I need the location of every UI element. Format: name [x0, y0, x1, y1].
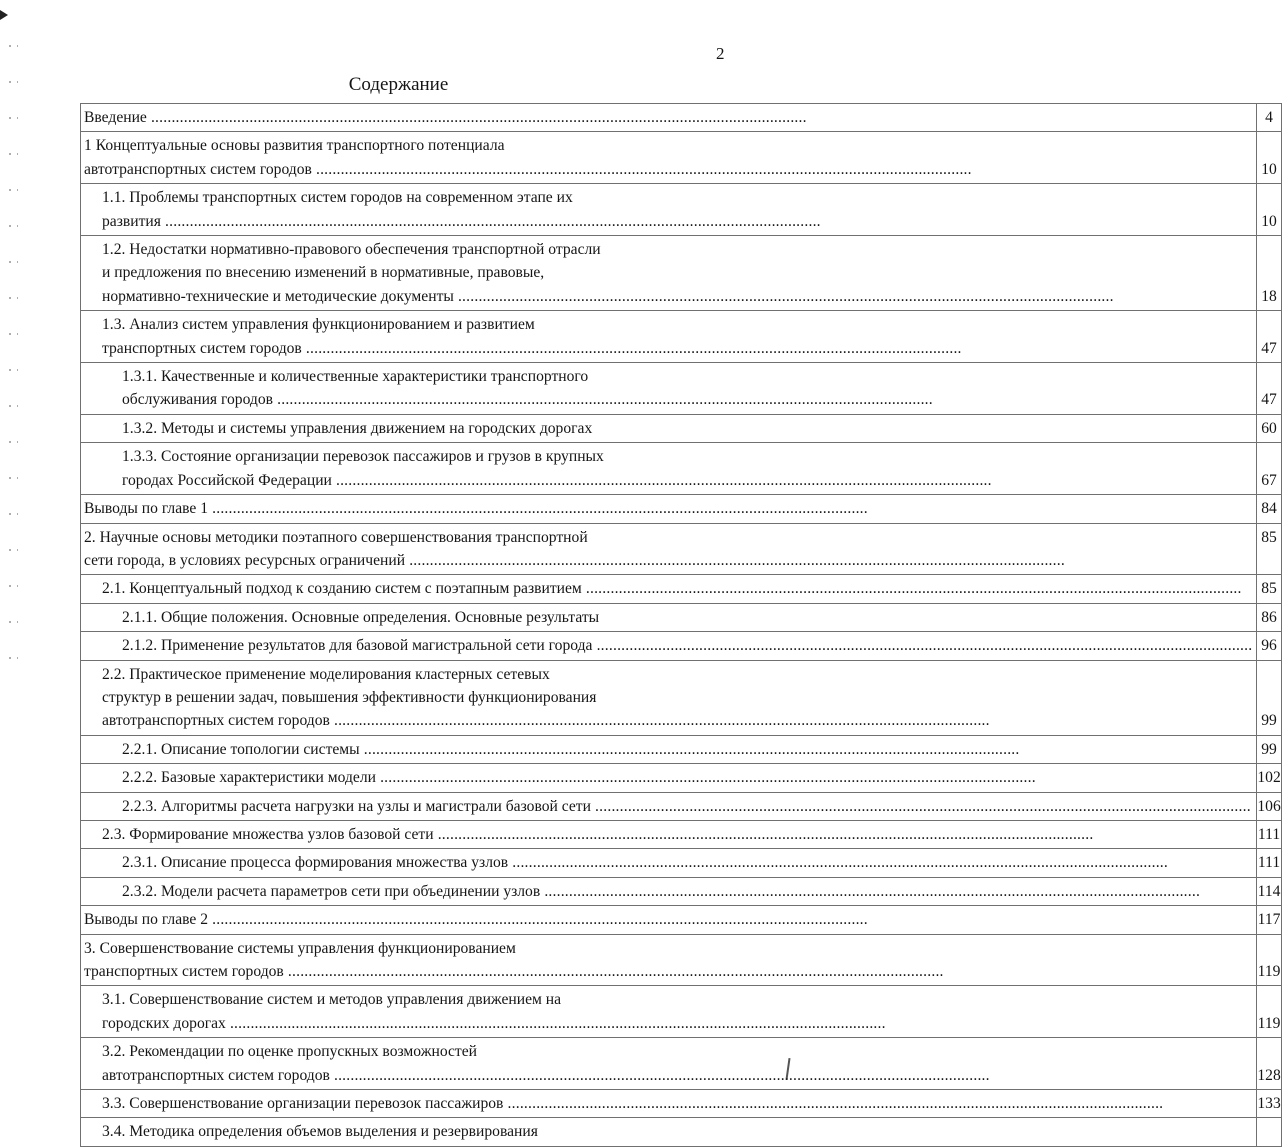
toc-entry-text: 1.3. Анализ систем управления функционированием и развитием: [102, 316, 535, 334]
toc-entry: [81, 1038, 1257, 1090]
toc-entry-text: 1.3.2. Методы и системы управления движением на городских дорогах: [122, 419, 593, 437]
toc-row: [81, 575, 1282, 603]
toc-entry-line: [84, 937, 1252, 960]
toc-title: Содержание: [348, 74, 449, 95]
toc-entry-line: [102, 577, 1252, 600]
toc-row: [81, 495, 1282, 523]
toc-entry-line: [84, 526, 1252, 549]
toc-leader-dots: ................................................................................................................................................................: [331, 471, 992, 489]
toc-entry-text: 3.1. Совершенствование систем и методов управления движением на: [102, 991, 562, 1009]
toc-entry-line: [122, 469, 1252, 492]
toc-entry-text: 2.2.3. Алгоритмы расчета нагрузки на узлы и магистрали базовой сети: [122, 797, 591, 815]
toc-row: [81, 104, 1282, 132]
toc-page-number: 114: [1257, 877, 1281, 905]
toc-page-number: 85: [1257, 523, 1281, 575]
toc-entry-line: [102, 210, 1252, 233]
toc-entry-line: [122, 445, 1252, 468]
toc-row: [81, 849, 1282, 877]
toc-entry: [81, 849, 1257, 877]
toc-entry-line: [102, 709, 1252, 732]
toc-entry-text: 2.3.2. Модели расчета параметров сети при объединении узлов: [122, 882, 541, 900]
toc-entry: [81, 414, 1257, 442]
toc-leader-dots: ................................................................................................................................................................: [301, 339, 962, 357]
toc-entry-line: [122, 417, 1252, 440]
toc-entry-line: [102, 1092, 1252, 1115]
toc-entry-text: городских дорогах: [102, 1014, 226, 1032]
toc-row: [81, 792, 1282, 820]
toc-page-number: 18: [1257, 236, 1281, 311]
toc-entry-line: [102, 1120, 1252, 1143]
toc-row: [81, 632, 1282, 660]
toc-leader-dots: ................................................................................................................................................................: [329, 1066, 990, 1084]
toc-entry-text: Выводы по главе 1: [84, 500, 209, 518]
toc-leader-dots: ................................................................................................................................................................: [208, 500, 868, 518]
toc-row: [81, 820, 1282, 848]
toc-entry-line: [102, 337, 1252, 360]
toc-page-number: 133: [1257, 1090, 1281, 1118]
toc-row: [81, 184, 1282, 236]
toc-leader-dots: ................................................................................................................................................................: [311, 160, 972, 178]
toc-page-number: 102: [1257, 764, 1281, 792]
toc-leader-dots: ................................................................................................................................................................: [592, 637, 1253, 655]
toc-page-number: 106: [1257, 792, 1281, 820]
toc-entry-line: [102, 285, 1252, 308]
toc-leader-dots: ................................................................................................................................................................: [453, 287, 1114, 305]
toc-row: [81, 414, 1282, 442]
toc-entry-text: и предложения по внесению изменений в нормативные, правовые,: [102, 264, 545, 282]
toc-entry-line: [102, 261, 1252, 284]
toc-entry: [81, 495, 1257, 523]
toc-entry-line: [122, 738, 1252, 761]
toc-row: [81, 906, 1282, 934]
toc-entry: [81, 986, 1257, 1038]
toc-leader-dots: ................................................................................................................................................................: [273, 391, 933, 409]
toc-row: [81, 1090, 1282, 1118]
toc-page-number: 128: [1257, 1038, 1281, 1090]
toc-entry-text: развития: [102, 212, 161, 230]
toc-entry-text: 2.2. Практическое применение моделирования кластерных сетевых: [102, 665, 550, 683]
toc-entry-text: 1.1. Проблемы транспортных систем городов на современном этапе их: [102, 189, 573, 207]
toc-entry-text: сети города, в условиях ресурсных ограничений: [84, 551, 406, 569]
page-number: 2: [716, 44, 725, 63]
toc-entry-line: [102, 238, 1252, 261]
toc-entry-line: [84, 134, 1252, 157]
toc-entry-text: 2. Научные основы методики поэтапного совершенствования транспортной: [84, 528, 588, 546]
toc-entry-line: [122, 851, 1252, 874]
toc-entry-text: городах Российской Федерации: [122, 471, 332, 489]
toc-entry-line: [102, 663, 1252, 686]
toc-page-number: 47: [1257, 311, 1281, 363]
toc-page-number: 99: [1257, 735, 1281, 763]
toc-entry-text: 2.1.2. Применение результатов для базовой магистральной сети города: [122, 637, 593, 655]
toc-entry: [81, 1090, 1257, 1118]
toc-entry-text: обслуживания городов: [122, 391, 274, 409]
toc-row: [81, 877, 1282, 905]
toc-entry: [81, 906, 1257, 934]
toc-entry: [81, 877, 1257, 905]
toc-entry-text: 2.2.1. Описание топологии системы: [122, 740, 360, 758]
toc-entry: [81, 603, 1257, 631]
toc-entry: [81, 632, 1257, 660]
toc-page-number: 60: [1257, 414, 1281, 442]
toc-entry-line: [102, 313, 1252, 336]
toc-page-number: 84: [1257, 495, 1281, 523]
toc-entry: [81, 735, 1257, 763]
toc-entry-line: [122, 388, 1252, 411]
toc-page-number: 10: [1257, 184, 1281, 236]
toc-entry-line: [122, 634, 1252, 657]
toc-entry-text: 2.1. Концептуальный подход к созданию систем с поэтапным развитием: [102, 580, 582, 598]
toc-entry: [81, 523, 1257, 575]
toc-leader-dots: ................................................................................................................................................................: [160, 212, 821, 230]
toc-leader-dots: ................................................................................................................................................................: [581, 580, 1242, 598]
toc-leader-dots: ................................................................................................................................................................: [146, 109, 807, 126]
toc-row: [81, 1038, 1282, 1090]
toc-leader-dots: ................................................................................................................................................................: [359, 740, 1020, 758]
toc-entry-line: [102, 1064, 1252, 1087]
toc-row: [81, 363, 1282, 415]
toc-row: [81, 132, 1282, 184]
toc-entry-text: 3.2. Рекомендации по оценке пропускных возможностей: [102, 1043, 478, 1061]
toc-entry-text: 1 Концептуальные основы развития транспортного потенциала: [84, 137, 505, 155]
toc-entry: [81, 104, 1257, 132]
toc-entry-line: [84, 908, 1252, 931]
toc-page-number: 47: [1257, 363, 1281, 415]
toc-entry-text: транспортных систем городов: [102, 339, 302, 357]
toc-entry-line: [122, 365, 1252, 388]
toc-entry-line: [122, 880, 1252, 903]
toc-page-number: 111: [1257, 849, 1281, 877]
toc-entry-line: [84, 158, 1252, 181]
toc-row: [81, 764, 1282, 792]
toc-entry: [81, 575, 1257, 603]
toc-entry: [81, 934, 1257, 986]
toc-entry-text: 2.3. Формирование множества узлов базовой сети: [102, 825, 434, 843]
toc-row: [81, 443, 1282, 495]
toc-entry-line: [102, 988, 1252, 1011]
toc-leader-dots: ................................................................................................................................................................: [433, 825, 1094, 843]
toc-entry-line: [84, 106, 1252, 129]
toc-entry-text: 2.2.2. Базовые характеристики модели: [122, 769, 376, 787]
toc-entry-line: [84, 497, 1252, 520]
toc-row: [81, 1118, 1282, 1146]
toc-page-number: 99: [1257, 660, 1281, 735]
toc-page-number: 4: [1257, 104, 1281, 132]
toc-entry-text: 3. Совершенствование системы управления функционированием: [84, 939, 516, 957]
toc-leader-dots: ................................................................................................................................................................: [405, 551, 1065, 569]
toc-page-number: 10: [1257, 132, 1281, 184]
toc-entry-text: нормативно-технические и методические документы: [102, 287, 454, 305]
toc-page-number: [1257, 1118, 1281, 1146]
toc-leader-dots: ................................................................................................................................................................: [503, 1095, 1164, 1113]
toc-leader-dots: ................................................................................................................................................................: [208, 911, 868, 929]
toc-leader-dots: ................................................................................................................................................................: [283, 963, 944, 980]
toc-entry: [81, 363, 1257, 415]
toc-row: [81, 311, 1282, 363]
toc-entry: [81, 184, 1257, 236]
toc-entry: [81, 764, 1257, 792]
toc-entry-line: [122, 606, 1252, 629]
toc-entry-line: [102, 686, 1252, 709]
toc-row: [81, 986, 1282, 1038]
toc-entry-text: транспортных систем городов: [84, 963, 284, 980]
scan-artifact-corner: [0, 10, 8, 20]
toc-entry: [81, 1118, 1257, 1146]
toc-entry-line: [84, 549, 1252, 572]
toc-leader-dots: ................................................................................................................................................................: [540, 882, 1201, 900]
toc-entry: [81, 132, 1257, 184]
toc-leader-dots: ................................................................................................................................................................: [590, 797, 1251, 815]
toc-entry-text: автотранспортных систем городов: [102, 712, 330, 730]
toc-leader-dots: ................................................................................................................................................................: [329, 712, 990, 730]
toc-entry: [81, 311, 1257, 363]
toc-page-number: 85: [1257, 575, 1281, 603]
toc-entry-text: 3.3. Совершенствование организации перевозок пассажиров: [102, 1095, 504, 1113]
toc-body: [81, 104, 1282, 1147]
toc-page-number: 119: [1257, 986, 1281, 1038]
toc-row: [81, 236, 1282, 311]
toc-entry-line: [102, 1012, 1252, 1035]
toc-leader-dots: ................................................................................................................................................................: [225, 1014, 886, 1032]
toc-entry-text: 1.2. Недостатки нормативно-правового обеспечения транспортной отрасли: [102, 241, 601, 259]
toc-entry-line: [122, 766, 1252, 789]
toc-entry-text: Введение: [84, 109, 147, 126]
toc-page-number: 119: [1257, 934, 1281, 986]
toc-page-number: 111: [1257, 820, 1281, 848]
toc-page-number: 67: [1257, 443, 1281, 495]
toc-entry-text: 3.4. Методика определения объемов выделения и резервирования: [102, 1123, 538, 1141]
toc-row: [81, 934, 1282, 986]
toc-entry: [81, 660, 1257, 735]
toc-entry-line: [84, 960, 1252, 983]
toc-row: [81, 660, 1282, 735]
toc-page-number: 117: [1257, 906, 1281, 934]
toc-leader-dots: ................................................................................................................................................................: [375, 769, 1036, 787]
toc-page-number: 96: [1257, 632, 1281, 660]
toc-table: [80, 103, 1282, 1147]
toc-entry-text: 1.3.3. Состояние организации перевозок пассажиров и грузов в крупных: [122, 448, 604, 466]
toc-leader-dots: ................................................................................................................................................................: [508, 854, 1169, 872]
toc-entry-line: [102, 823, 1252, 846]
toc-entry-text: 2.3.1. Описание процесса формирования множества узлов: [122, 854, 509, 872]
toc-entry: [81, 443, 1257, 495]
toc-entry-text: автотранспортных систем городов: [102, 1066, 330, 1084]
toc-row: [81, 523, 1282, 575]
toc-row: [81, 603, 1282, 631]
toc-entry-text: Выводы по главе 2: [84, 911, 209, 929]
toc-entry: [81, 820, 1257, 848]
toc-entry-line: [102, 1040, 1252, 1063]
scan-artifact-left-margin: [6, 28, 18, 688]
toc-entry-text: структур в решении задач, повышения эффективности функционирования: [102, 688, 597, 706]
toc-entry-line: [122, 795, 1252, 818]
toc-entry-text: 2.1.1. Общие положения. Основные определения. Основные результаты: [122, 608, 600, 626]
toc-entry: [81, 792, 1257, 820]
toc-entry-text: 1.3.1. Качественные и количественные характеристики транспортного: [122, 368, 589, 386]
toc-entry-line: [102, 186, 1252, 209]
toc-entry-text: автотранспортных систем городов: [84, 160, 312, 178]
toc-row: [81, 735, 1282, 763]
toc-entry: [81, 236, 1257, 311]
toc-page-number: 86: [1257, 603, 1281, 631]
